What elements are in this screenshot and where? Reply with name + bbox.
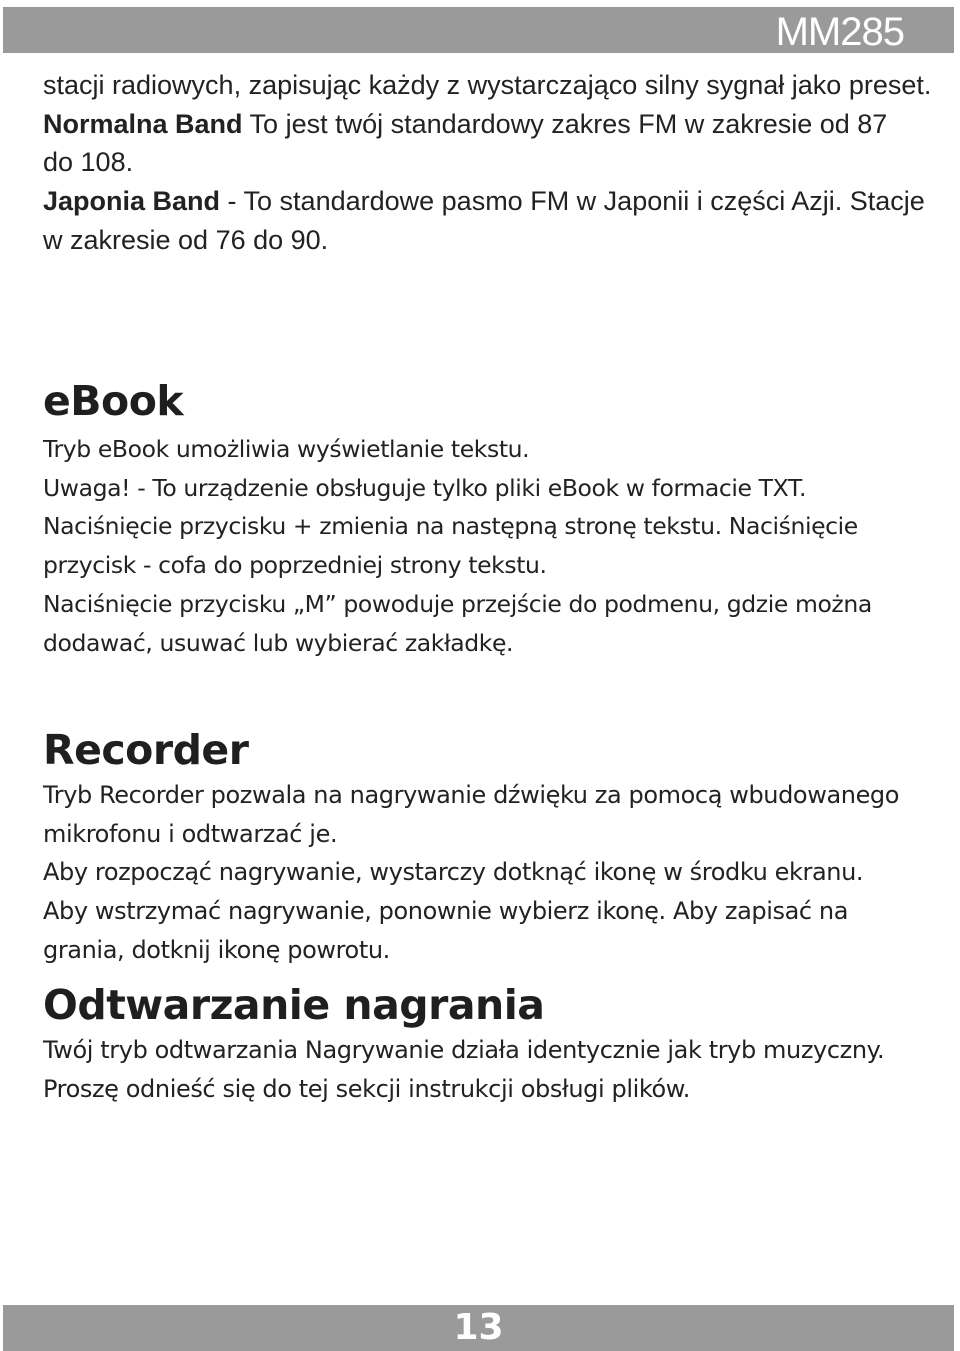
- band-name: Japonia Band: [43, 186, 221, 217]
- text-line: Proszę odnieść się do tej sekcji instrukcji obsługi plików.: [43, 1074, 691, 1103]
- text-line: przycisk - cofa do poprzedniej strony tekstu.: [43, 551, 547, 580]
- page-content: [43, 66, 953, 1103]
- text-line: w zakresie od 76 do 90.: [43, 224, 329, 255]
- text-line: [43, 182, 953, 221]
- header-bar: [3, 7, 954, 53]
- text-line: grania, dotknij ikonę powrotu.: [43, 935, 390, 964]
- playback-section: [43, 981, 884, 1108]
- page-number: 13: [453, 1307, 504, 1348]
- band-description: - To standardowe pasmo FM w Japonii i części Azji. Stacje: [220, 186, 925, 217]
- model-name: MM285: [775, 10, 904, 54]
- footer-bar: [3, 1305, 954, 1351]
- text-line: Uwaga! - To urządzenie obsługuje tylko pliki eBook w formacie TXT.: [43, 473, 807, 502]
- text-line: dodawać, usuwać lub wybierać zakładkę.: [43, 628, 514, 657]
- section-heading: Odtwarzanie nagrania: [43, 981, 545, 1029]
- section-heading: eBook: [43, 377, 184, 425]
- section-heading: Recorder: [43, 726, 249, 774]
- text-line: Aby rozpocząć nagrywanie, wystarczy dotknąć ikonę w środku ekranu.: [43, 858, 864, 887]
- text-line: stacji radiowych, zapisując każdy z wystarczająco silny sygnał jako preset.: [43, 70, 932, 100]
- text-line: Aby wstrzymać nagrywanie, ponownie wybierz ikonę. Aby zapisać na: [43, 897, 849, 926]
- recorder-section: [43, 726, 899, 970]
- radio-section: [43, 66, 953, 260]
- ebook-section: [43, 377, 872, 662]
- band-name: Normalna Band: [43, 108, 243, 139]
- text-line: do 108.: [43, 147, 134, 178]
- text-line: Twój tryb odtwarzania Nagrywanie działa identycznie jak tryb muzyczny.: [43, 1036, 885, 1064]
- text-line: Tryb eBook umożliwia wyświetlanie tekstu.: [43, 435, 530, 463]
- text-line: Naciśnięcie przycisku + zmienia na następną stronę tekstu. Naciśnięcie: [43, 512, 858, 541]
- text-line: mikrofonu i odtwarzać je.: [43, 819, 338, 848]
- text-line: [43, 105, 953, 144]
- text-line: Naciśnięcie przycisku „M” powoduje przejście do podmenu, gdzie można: [43, 589, 872, 618]
- text-line: Tryb Recorder pozwala na nagrywanie dźwięku za pomocą wbudowanego: [43, 781, 900, 809]
- band-description: To jest twój standardowy zakres FM w zakresie od 87: [242, 108, 888, 139]
